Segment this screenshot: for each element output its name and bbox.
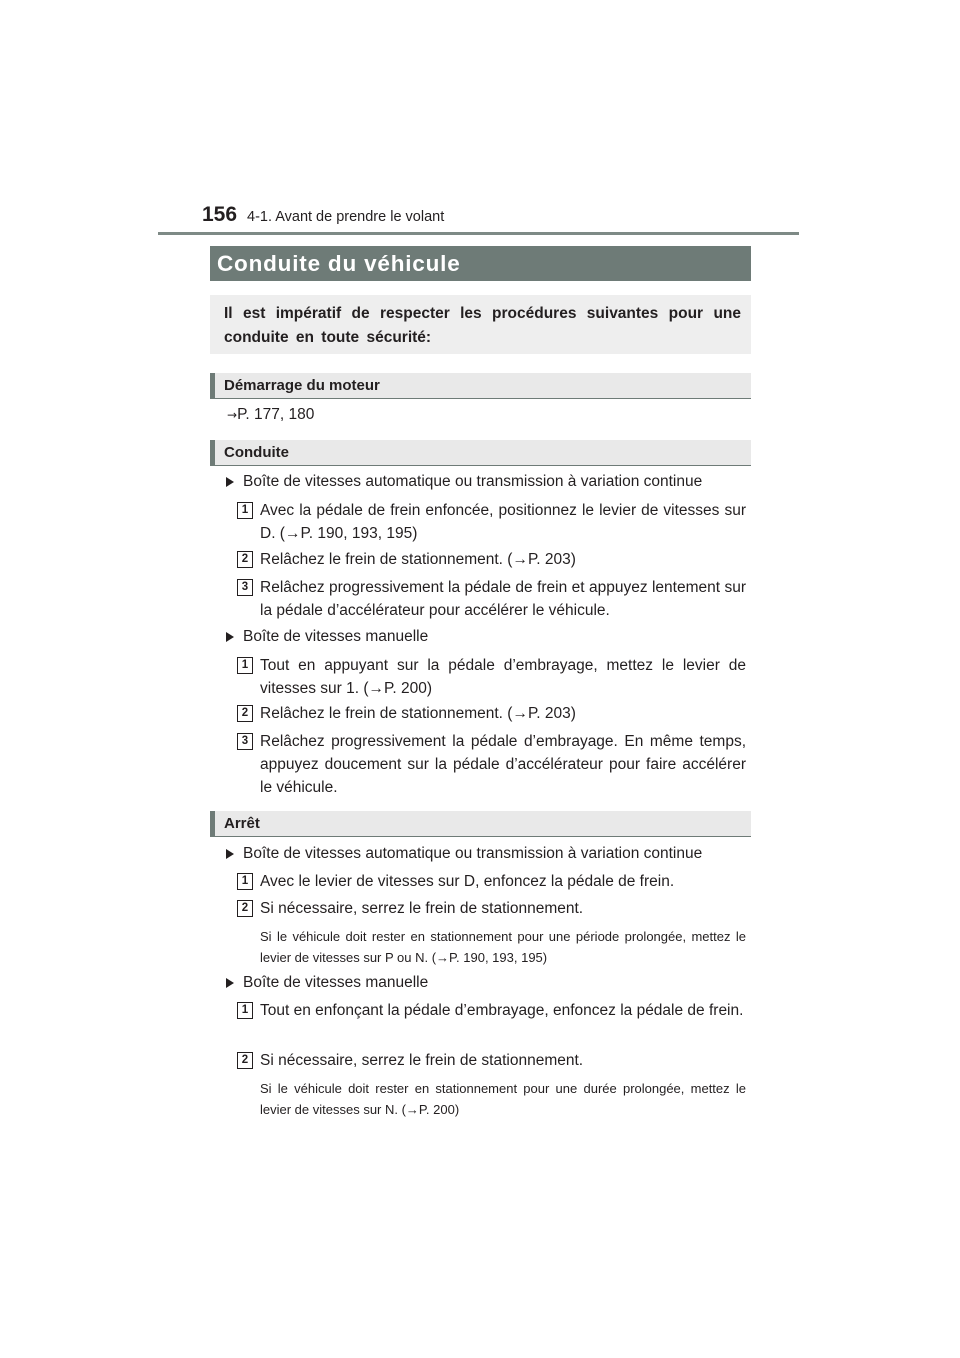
step-text: Relâchez le frein de stationnement. (→P. 203) [260,551,576,568]
step-number: 1 [237,1002,253,1019]
step-number: 3 [237,733,253,750]
step-text: Si nécessaire, serrez le frein de stationnement. [260,900,584,917]
arrow-right-icon: → [227,408,238,422]
step-text: Relâchez progressivement la pédale d’embrayage. En même temps, appuyez doucement sur la pédale d’accélérateur pour faire accélérer le véhicule. [260,733,746,796]
step-number: 2 [237,900,253,917]
page-number: 156 [202,203,238,226]
step-number: 1 [237,502,253,519]
list-item-heading: Boîte de vitesses automatique ou transmission à variation continue [226,472,702,492]
note-text: Si le véhicule doit rester en stationnement pour une période prolongée, mettez le levier de vitesses sur P ou N. (→P. 190, 193, 195) [260,929,746,965]
subheading-conduite: Conduite [210,440,751,466]
triangle-bullet-icon [226,978,234,988]
triangle-bullet-icon [226,632,234,642]
step-text: Tout en appuyant sur la pédale d’embrayage, mettez le levier de vitesses sur 1. (→P. 200) [260,657,746,697]
list-item-heading: Boîte de vitesses manuelle [226,627,428,647]
step-text: Tout en enfonçant la pédale d’embrayage, enfoncez la pédale de frein. [260,1002,744,1019]
subheading-demarrage: Démarrage du moteur [210,373,751,399]
section-header: 4-1. Avant de prendre le volant [247,209,445,225]
subheading-arret: Arrêt [210,811,751,837]
step-number: 2 [237,1052,253,1069]
header-rule [158,232,799,235]
page-reference: →P. 177, 180 [227,406,315,423]
list-item-heading: Boîte de vitesses automatique ou transmission à variation continue [226,844,702,864]
note-text: Si le véhicule doit rester en stationnement pour une durée prolongée, mettez le levier de vitesses sur N. (→P. 200) [260,1081,746,1117]
step-text: Si nécessaire, serrez le frein de stationnement. [260,1052,584,1069]
step-text: Avec la pédale de frein enfoncée, positionnez le levier de vitesses sur D. (→P. 190, 193, 195) [260,502,746,542]
step-number: 1 [237,657,253,674]
intro-box: Il est impératif de respecter les procédures suivantes pour une conduite en toute sécurité: [210,295,751,354]
triangle-bullet-icon [226,849,234,859]
triangle-bullet-icon [226,477,234,487]
step-number: 3 [237,579,253,596]
list-item-heading: Boîte de vitesses manuelle [226,973,428,993]
step-text: Relâchez le frein de stationnement. (→P. 203) [260,705,576,722]
step-number: 2 [237,551,253,568]
step-text: Relâchez progressivement la pédale de frein et appuyez lentement sur la pédale d’accélérateur pour accélérer le véhicule. [260,579,746,619]
step-text: Avec le levier de vitesses sur D, enfoncez la pédale de frein. [260,873,675,890]
page-title: Conduite du véhicule [210,246,751,281]
step-number: 2 [237,705,253,722]
step-number: 1 [237,873,253,890]
